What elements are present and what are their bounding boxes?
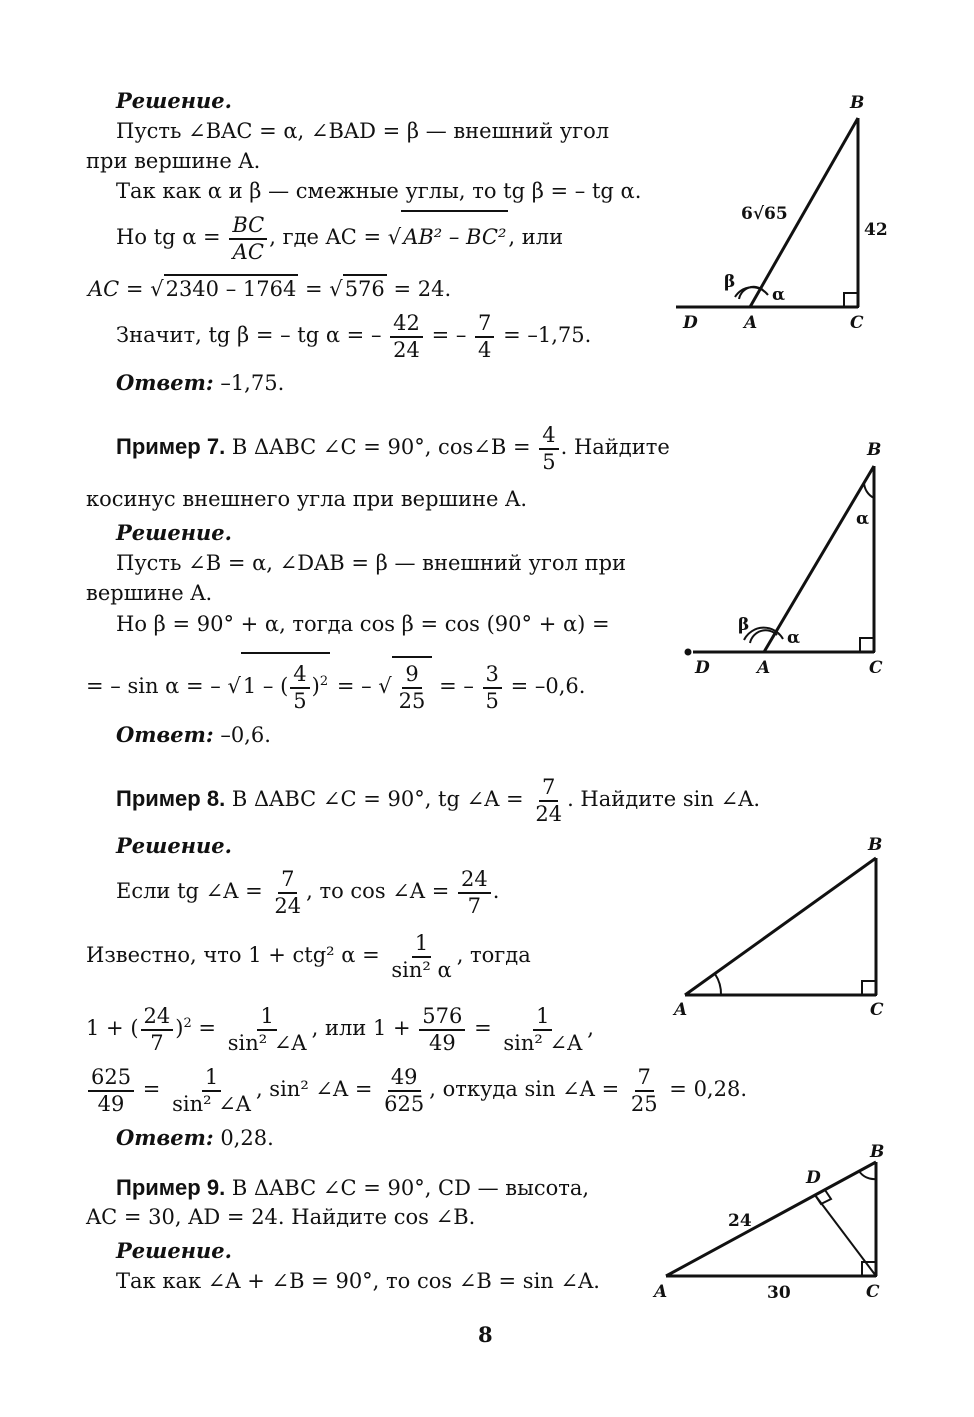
- text-fragment: ,: [587, 1016, 594, 1040]
- numerator: 24: [141, 1004, 174, 1031]
- text-fragment: 1 –: [242, 674, 274, 698]
- radicand: 576: [343, 274, 387, 302]
- numerator: 4: [539, 423, 558, 450]
- numerator: 9: [402, 662, 421, 689]
- text-fragment: .: [492, 879, 500, 903]
- text-fragment: , тогда: [456, 943, 531, 967]
- example-number: Пример 8.: [116, 786, 226, 811]
- text-fragment: . Найдите: [560, 435, 670, 459]
- text-fragment: =: [305, 277, 323, 301]
- formula-line: AC = √2340 – 1764 = √576 = 24.: [88, 274, 451, 302]
- denominator: 7: [150, 1030, 164, 1055]
- formula-line: 1 + ( $\frac{24}{7}$ )$^2$ = $\frac{1}{\text{sin² ∠A}}$ , или 1 + $\frac{576}{49}$ = $\frac{1}{\text{sin² ∠A}}$ ,: [86, 1003, 594, 1055]
- text-fragment: , то cos ∠A =: [306, 879, 450, 903]
- text-fragment: . Найдите sin ∠A.: [567, 787, 761, 811]
- solution-heading: Решение.: [116, 88, 232, 113]
- numerator: BC: [229, 213, 267, 240]
- label-c: C: [850, 313, 864, 333]
- text-fragment: В ΔABC ∠C = 90°, tg ∠A =: [231, 787, 524, 811]
- altitude-line: [815, 1195, 876, 1276]
- label-alpha-a: α: [787, 628, 801, 648]
- text-line: Пусть ∠BAC = α, ∠BAD = β — внешний угол: [116, 119, 610, 143]
- numerator: 4: [290, 662, 309, 689]
- text-fragment: =: [198, 1016, 217, 1040]
- label-side-ad: 24: [728, 1211, 752, 1231]
- right-angle-mark-d: [815, 1190, 831, 1204]
- numerator: 42: [390, 311, 423, 338]
- text-fragment: = –1,75.: [503, 323, 592, 347]
- text-line: Так как α и β — смежные углы, то tg β = – tg α.: [116, 179, 642, 203]
- label-c: C: [869, 658, 883, 678]
- label-side-ab: 6√65: [741, 204, 788, 224]
- text-fragment: В ΔABC ∠C = 90°, cos∠B =: [231, 435, 531, 459]
- denominator: 5: [485, 688, 499, 713]
- denominator: 49: [97, 1091, 125, 1116]
- text-fragment: AC =: [88, 277, 144, 301]
- radicand: 2340 – 1764: [164, 274, 299, 302]
- text-fragment: , sin² ∠A =: [255, 1077, 373, 1101]
- numerator: 24: [458, 867, 491, 894]
- text-fragment: , где AC =: [269, 225, 382, 249]
- answer-value: 0,28.: [213, 1126, 274, 1150]
- example-number: Пример 7.: [116, 434, 226, 459]
- radicand: AB² – BC²: [401, 210, 508, 262]
- numerator: 1: [533, 1004, 552, 1031]
- denominator: AC: [232, 239, 264, 264]
- label-a: A: [757, 658, 771, 678]
- answer-value: –0,6.: [213, 723, 271, 747]
- numerator: 1: [412, 931, 431, 958]
- denominator: 25: [398, 688, 426, 713]
- denominator: 24: [535, 801, 563, 826]
- solution-heading: Решение.: [116, 1238, 232, 1263]
- denominator: 625: [384, 1091, 425, 1116]
- formula-line: Но tg α = $\frac{BC}{AC}$ , где AC = √AB² – BC², или: [116, 210, 563, 265]
- text-fragment: , или 1 +: [311, 1016, 411, 1040]
- text-fragment: = – sin α = –: [86, 674, 221, 698]
- label-side-ac: 30: [767, 1283, 791, 1303]
- text-fragment: = –0,6.: [510, 674, 586, 698]
- label-a: A: [674, 1000, 688, 1020]
- text-fragment: Но tg α =: [116, 225, 221, 249]
- text-fragment: Известно, что 1 + ctg² α =: [86, 943, 380, 967]
- text-fragment: = –: [439, 674, 474, 698]
- denominator: 49: [428, 1030, 456, 1055]
- label-b: B: [868, 835, 883, 855]
- text-fragment: 1 +: [86, 1016, 124, 1040]
- text-fragment: В ΔABC ∠C = 90°, CD — высота,: [225, 1176, 590, 1200]
- solution-heading: Решение.: [116, 520, 232, 545]
- text-fragment: = 24.: [393, 277, 452, 301]
- text-line: Пусть ∠B = α, ∠DAB = β — внешний угол при: [116, 551, 627, 575]
- denominator: 24: [393, 337, 420, 362]
- text-fragment: Значит, tg β = – tg α = –: [116, 323, 382, 347]
- denominator: 5: [542, 449, 556, 474]
- answer-label: Ответ:: [116, 370, 214, 395]
- label-beta: β: [738, 615, 750, 635]
- label-b: B: [870, 1142, 885, 1162]
- label-b: B: [850, 93, 865, 113]
- text-fragment: , откуда sin ∠A =: [429, 1077, 620, 1101]
- numerator: 7: [635, 1065, 654, 1092]
- text-fragment: =: [474, 1016, 492, 1040]
- solution-heading: Решение.: [116, 833, 232, 858]
- answer-value: –1,75.: [213, 371, 285, 395]
- label-alpha-b: α: [856, 509, 870, 529]
- label-d: D: [806, 1168, 821, 1188]
- numerator: 7: [475, 311, 494, 338]
- text-line: вершине A.: [86, 581, 213, 605]
- angle-b-arc: [859, 1171, 876, 1179]
- denominator: sin² α: [391, 957, 452, 982]
- denominator: sin² ∠A: [227, 1030, 307, 1055]
- answer-label: Ответ:: [116, 1125, 214, 1150]
- label-b: B: [867, 440, 882, 460]
- text-fragment: Если tg ∠A =: [116, 879, 263, 903]
- label-d: D: [683, 313, 698, 333]
- denominator: sin² ∠A: [503, 1030, 583, 1055]
- page-number: 8: [478, 1322, 493, 1347]
- numerator: 576: [419, 1004, 465, 1031]
- denominator: 5: [293, 688, 307, 713]
- label-alpha: α: [772, 285, 786, 305]
- text-line: косинус внешнего угла при вершине A.: [86, 487, 527, 511]
- example-number: Пример 9.: [116, 1175, 226, 1200]
- formula-line: = – sin α = – √1 – ( $\frac{4}{5}$ )$^2$ = – √ $\frac{9}{25}$ = – $\frac{3}{5}$ = –0,6.: [86, 652, 585, 714]
- denominator: 4: [478, 337, 492, 362]
- denominator: 25: [630, 1091, 658, 1116]
- hypotenuse-line: [666, 1162, 876, 1276]
- denominator: 7: [467, 893, 482, 918]
- denominator: sin² ∠A: [172, 1091, 251, 1116]
- text-fragment: =: [142, 1077, 161, 1101]
- text-line: Так как ∠A + ∠B = 90°, то cos ∠B = sin ∠A.: [116, 1269, 600, 1293]
- numerator: 49: [388, 1065, 421, 1092]
- text-line: AC = 30, AD = 24. Найдите cos ∠B.: [86, 1205, 476, 1229]
- numerator: 1: [257, 1004, 276, 1031]
- denominator: 24: [274, 893, 302, 918]
- label-side-bc: 42: [864, 220, 888, 240]
- text-fragment: , или: [508, 225, 564, 249]
- label-a: A: [744, 313, 758, 333]
- text-line: при вершине A.: [86, 149, 261, 173]
- numerator: 1: [202, 1065, 221, 1092]
- label-a: A: [654, 1282, 668, 1302]
- text-fragment: = 0,28.: [669, 1077, 748, 1101]
- label-d: D: [695, 658, 710, 678]
- label-c: C: [866, 1282, 880, 1302]
- text-fragment: = –: [431, 323, 467, 347]
- numerator: 7: [278, 867, 297, 894]
- radicand: 1 – ( $\frac{4}{5}$ )$^2$: [241, 652, 330, 714]
- text-line: Но β = 90° + α, тогда cos β = cos (90° + α) =: [116, 612, 610, 636]
- text-fragment: = –: [336, 674, 372, 698]
- answer-label: Ответ:: [116, 722, 214, 747]
- numerator: 3: [483, 662, 502, 689]
- numerator: 625: [88, 1065, 134, 1092]
- label-beta: β: [724, 272, 736, 292]
- numerator: 7: [539, 775, 558, 802]
- label-c: C: [870, 1000, 884, 1020]
